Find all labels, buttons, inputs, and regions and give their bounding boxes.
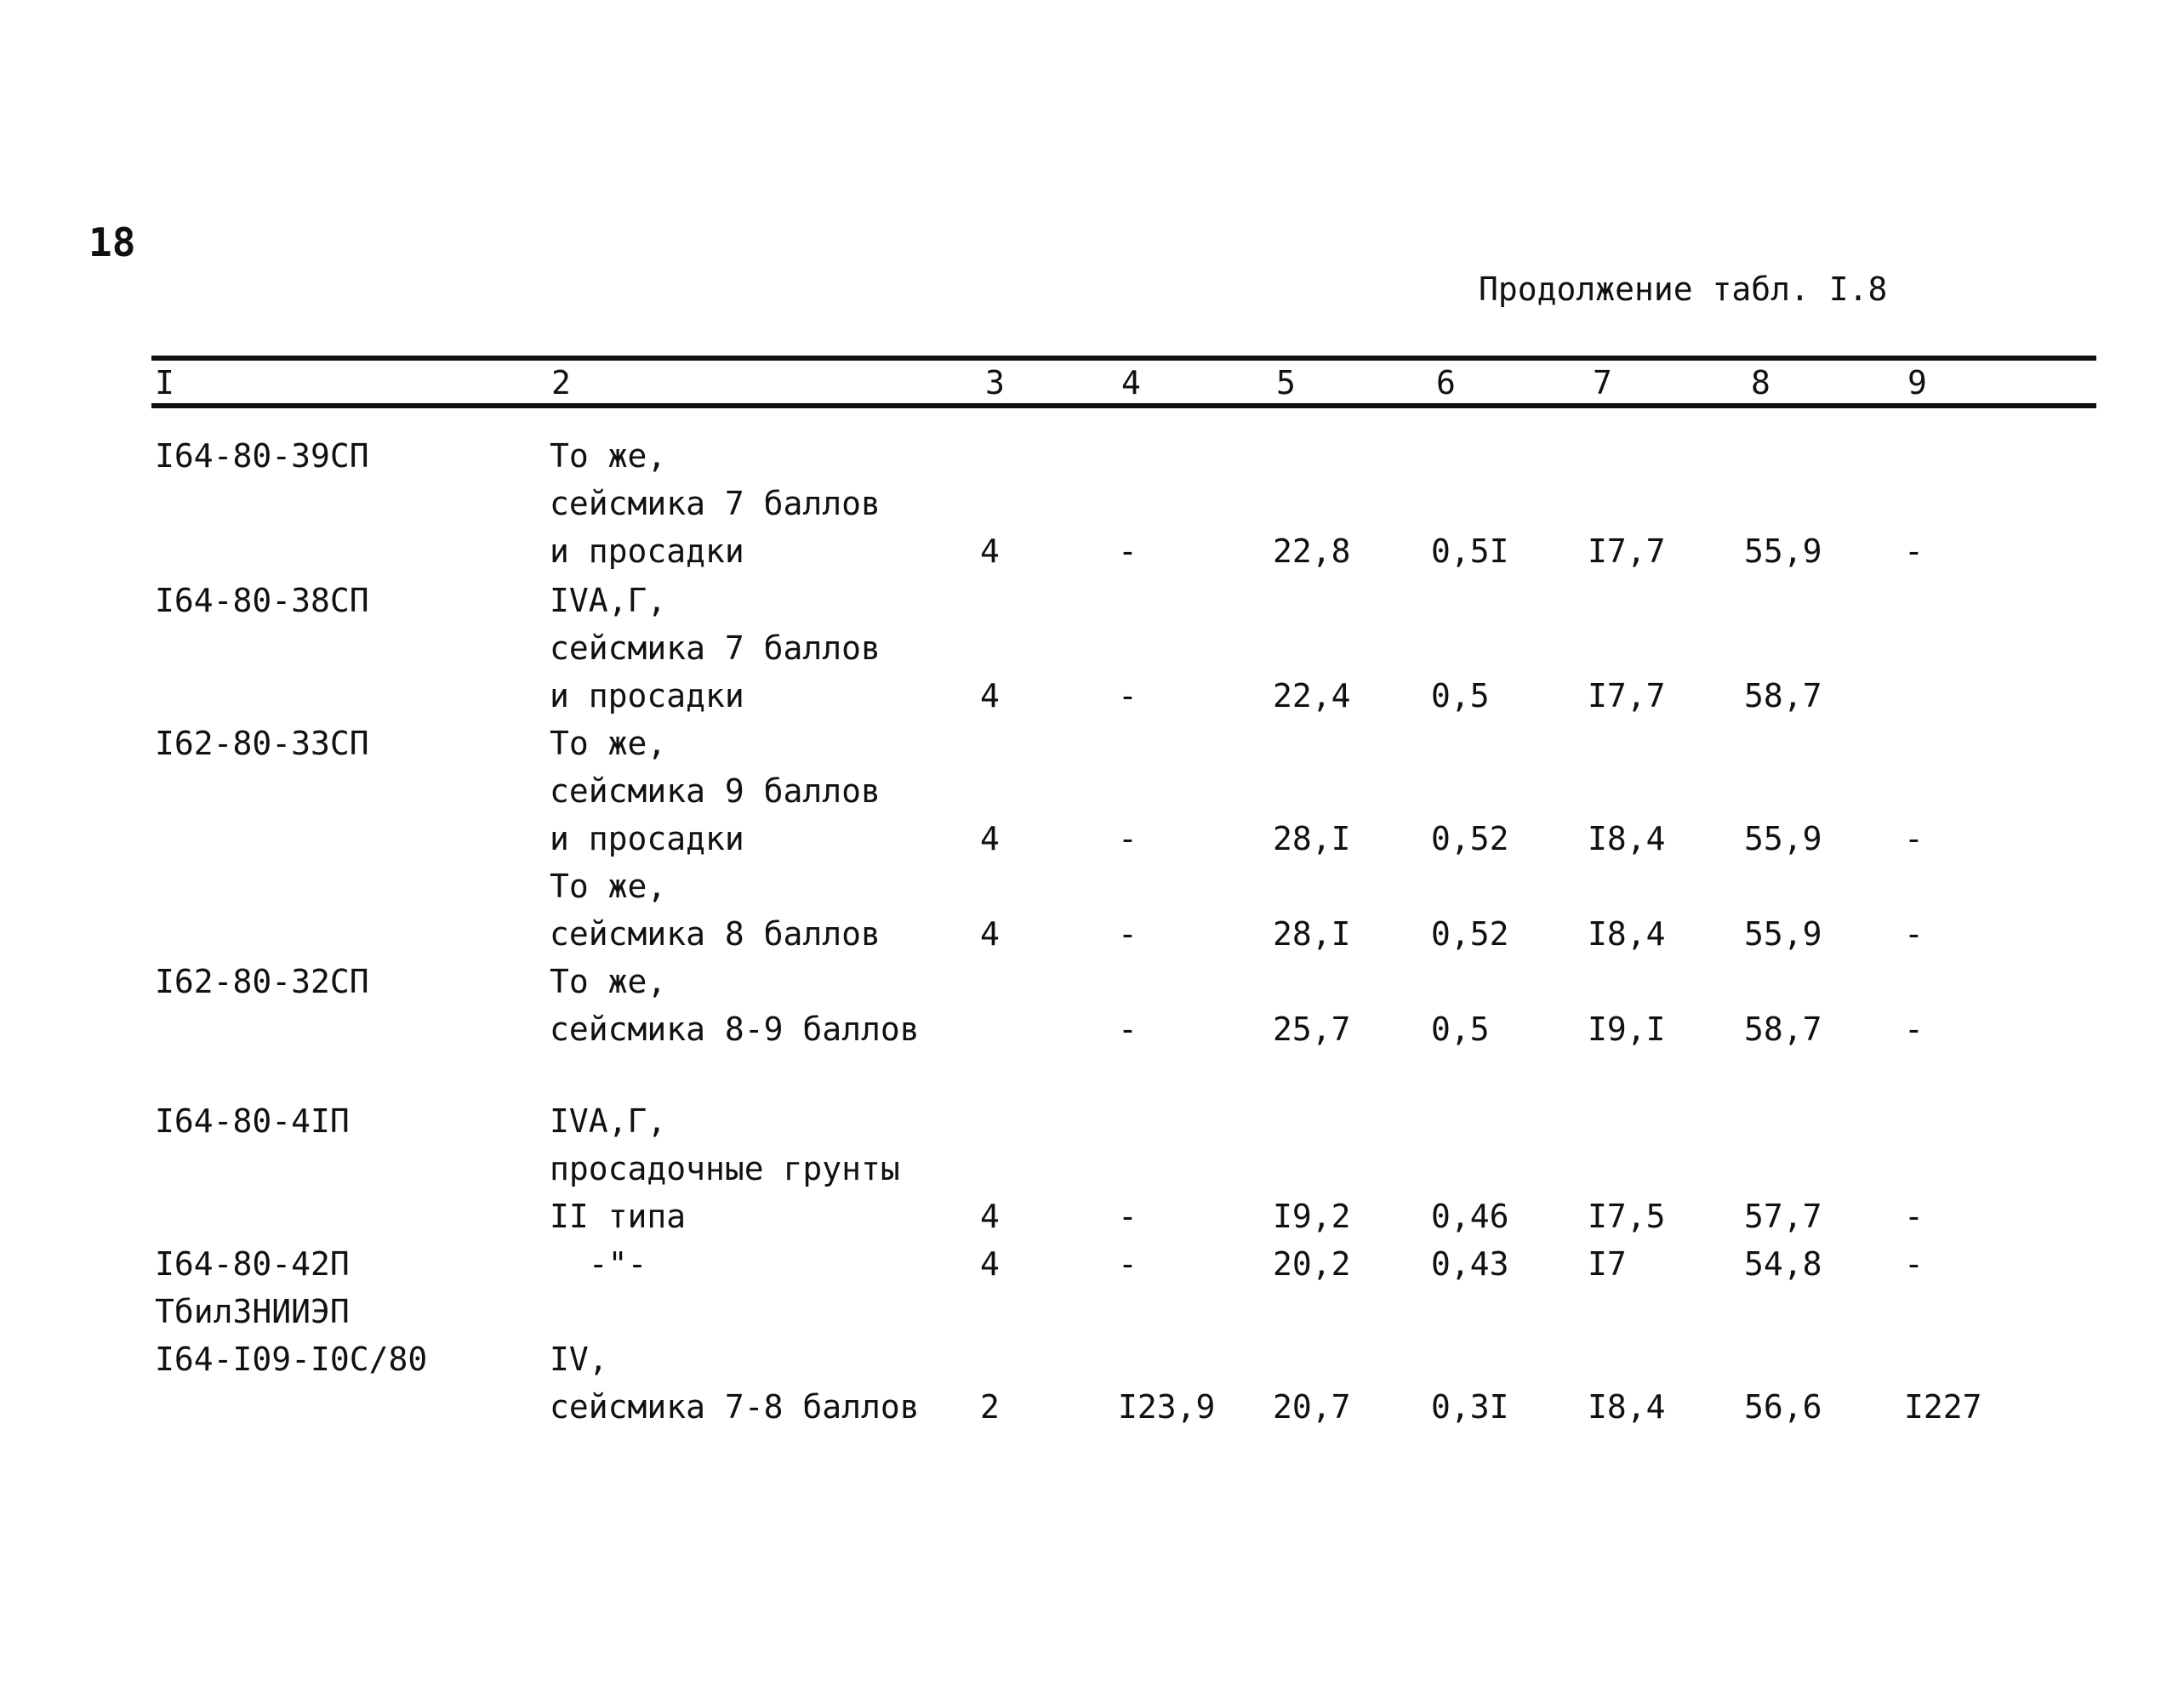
- code-line: I62-80-32СП: [155, 963, 369, 1000]
- value-cell-col7: I7,5: [1588, 1198, 1666, 1235]
- column-header-5: 5: [1276, 364, 1296, 401]
- description-line: То же,: [550, 725, 667, 762]
- row-code: [155, 577, 369, 624]
- row-description: [550, 577, 881, 720]
- code-line: I64-80-42П: [155, 1245, 350, 1283]
- value-cell-col7: I7,7: [1588, 677, 1666, 715]
- value-cell-col7: I8,4: [1588, 915, 1666, 953]
- value-cell-col5: 20,7: [1273, 1388, 1351, 1426]
- row-code: [155, 432, 369, 480]
- value-cell-col6: 0,5: [1431, 677, 1490, 715]
- description-line: То же,: [550, 868, 667, 905]
- row-code: [155, 1335, 427, 1383]
- code-line: I64-80-38СП: [155, 582, 369, 619]
- row-description: [550, 720, 881, 863]
- value-cell-col5: 20,2: [1273, 1245, 1351, 1283]
- value-cell-col9: -: [1904, 915, 1924, 953]
- value-cell-col8: 55,9: [1744, 532, 1822, 570]
- value-cell-col7: I7: [1588, 1245, 1627, 1283]
- value-cell-col5: 22,8: [1273, 532, 1351, 570]
- description-line: просадочные грунты: [550, 1150, 900, 1187]
- value-cell-col5: 28,I: [1273, 915, 1351, 953]
- description-line: сейсмика 8-9 баллов: [550, 1011, 920, 1048]
- description-line: сейсмика 8 баллов: [550, 915, 881, 953]
- column-header-8: 8: [1751, 364, 1770, 401]
- value-cell-col3: 4: [980, 915, 1000, 953]
- description-line: и просадки: [550, 820, 744, 857]
- value-cell-col3: 4: [980, 820, 1000, 857]
- row-description: [550, 1097, 900, 1240]
- value-cell-col4: -: [1118, 820, 1138, 857]
- value-cell-col8: 55,9: [1744, 915, 1822, 953]
- value-cell-col4: -: [1118, 1245, 1138, 1283]
- value-cell-col6: 0,52: [1431, 820, 1509, 857]
- column-header-4: 4: [1121, 364, 1141, 401]
- value-cell-col8: 55,9: [1744, 820, 1822, 857]
- row-description: [550, 1240, 647, 1288]
- value-cell-col7: I7,7: [1588, 532, 1666, 570]
- value-cell-col9: -: [1904, 532, 1924, 570]
- value-cell-col9: -: [1904, 1245, 1924, 1283]
- value-cell-col9: I227: [1904, 1388, 1982, 1426]
- row-description: [550, 958, 920, 1053]
- value-cell-col4: -: [1118, 1198, 1138, 1235]
- value-cell-col4: -: [1118, 532, 1138, 570]
- description-line: То же,: [550, 437, 667, 475]
- code-line: I64-80-4IП: [155, 1102, 350, 1140]
- column-header-6: 6: [1436, 364, 1456, 401]
- value-cell-col8: 54,8: [1744, 1245, 1822, 1283]
- value-cell-col7: I8,4: [1588, 1388, 1666, 1426]
- value-cell-col3: 2: [980, 1388, 1000, 1426]
- value-cell-col6: 0,5: [1431, 1011, 1490, 1048]
- description-line: сейсмика 9 баллов: [550, 772, 881, 810]
- table-caption: Продолжение табл. I.8: [1479, 270, 1888, 308]
- row-description: [550, 432, 881, 575]
- description-line: сейсмика 7 баллов: [550, 485, 881, 522]
- value-cell-col4: I23,9: [1118, 1388, 1216, 1426]
- column-header-1: I: [155, 364, 174, 401]
- column-header-9: 9: [1907, 364, 1927, 401]
- value-cell-col9: -: [1904, 820, 1924, 857]
- value-cell-col3: 4: [980, 677, 1000, 715]
- description-line: II типа: [550, 1198, 687, 1235]
- value-cell-col5: 22,4: [1273, 677, 1351, 715]
- value-cell-col8: 57,7: [1744, 1198, 1822, 1235]
- code-line: I64-I09-I0С/80: [155, 1341, 428, 1378]
- value-cell-col7: I8,4: [1588, 820, 1666, 857]
- description-line: и просадки: [550, 677, 744, 715]
- column-header-7: 7: [1593, 364, 1612, 401]
- value-cell-col8: 56,6: [1744, 1388, 1822, 1426]
- description-line: То же,: [550, 963, 667, 1000]
- value-cell-col4: -: [1118, 677, 1138, 715]
- value-cell-col6: 0,43: [1431, 1245, 1509, 1283]
- value-cell-col3: 4: [980, 532, 1000, 570]
- value-cell-col9: -: [1904, 1198, 1924, 1235]
- column-header-3: 3: [985, 364, 1005, 401]
- description-line: сейсмика 7-8 баллов: [550, 1388, 920, 1426]
- value-cell-col6: 0,52: [1431, 915, 1509, 953]
- table-top-rule: [151, 356, 2096, 361]
- description-line: сейсмика 7 баллов: [550, 629, 881, 667]
- value-cell-col5: I9,2: [1273, 1198, 1351, 1235]
- value-cell-col8: 58,7: [1744, 677, 1822, 715]
- value-cell-col9: -: [1904, 1011, 1924, 1048]
- row-code: [155, 720, 369, 767]
- value-cell-col6: 0,46: [1431, 1198, 1509, 1235]
- value-cell-col3: 4: [980, 1245, 1000, 1283]
- description-line: IVА,Г,: [550, 1102, 667, 1140]
- row-description: [550, 1335, 920, 1431]
- code-line: ТбилЗНИИЭП: [155, 1293, 350, 1330]
- value-cell-col5: 25,7: [1273, 1011, 1351, 1048]
- row-code: [155, 1240, 350, 1335]
- page-number: 18: [88, 219, 136, 265]
- row-code: [155, 958, 369, 1005]
- code-line: I64-80-39СП: [155, 437, 369, 475]
- description-line: и просадки: [550, 532, 744, 570]
- row-code: [155, 1097, 350, 1145]
- value-cell-col6: 0,5I: [1431, 532, 1509, 570]
- description-line: -"-: [550, 1245, 647, 1283]
- description-line: IV,: [550, 1341, 608, 1378]
- row-description: [550, 863, 881, 958]
- value-cell-col4: -: [1118, 915, 1138, 953]
- table-header-rule: [151, 403, 2096, 408]
- value-cell-col4: -: [1118, 1011, 1138, 1048]
- code-line: I62-80-33СП: [155, 725, 369, 762]
- value-cell-col6: 0,3I: [1431, 1388, 1509, 1426]
- column-header-2: 2: [551, 364, 571, 401]
- value-cell-col5: 28,I: [1273, 820, 1351, 857]
- value-cell-col7: I9,I: [1588, 1011, 1666, 1048]
- value-cell-col3: 4: [980, 1198, 1000, 1235]
- value-cell-col8: 58,7: [1744, 1011, 1822, 1048]
- description-line: IVА,Г,: [550, 582, 667, 619]
